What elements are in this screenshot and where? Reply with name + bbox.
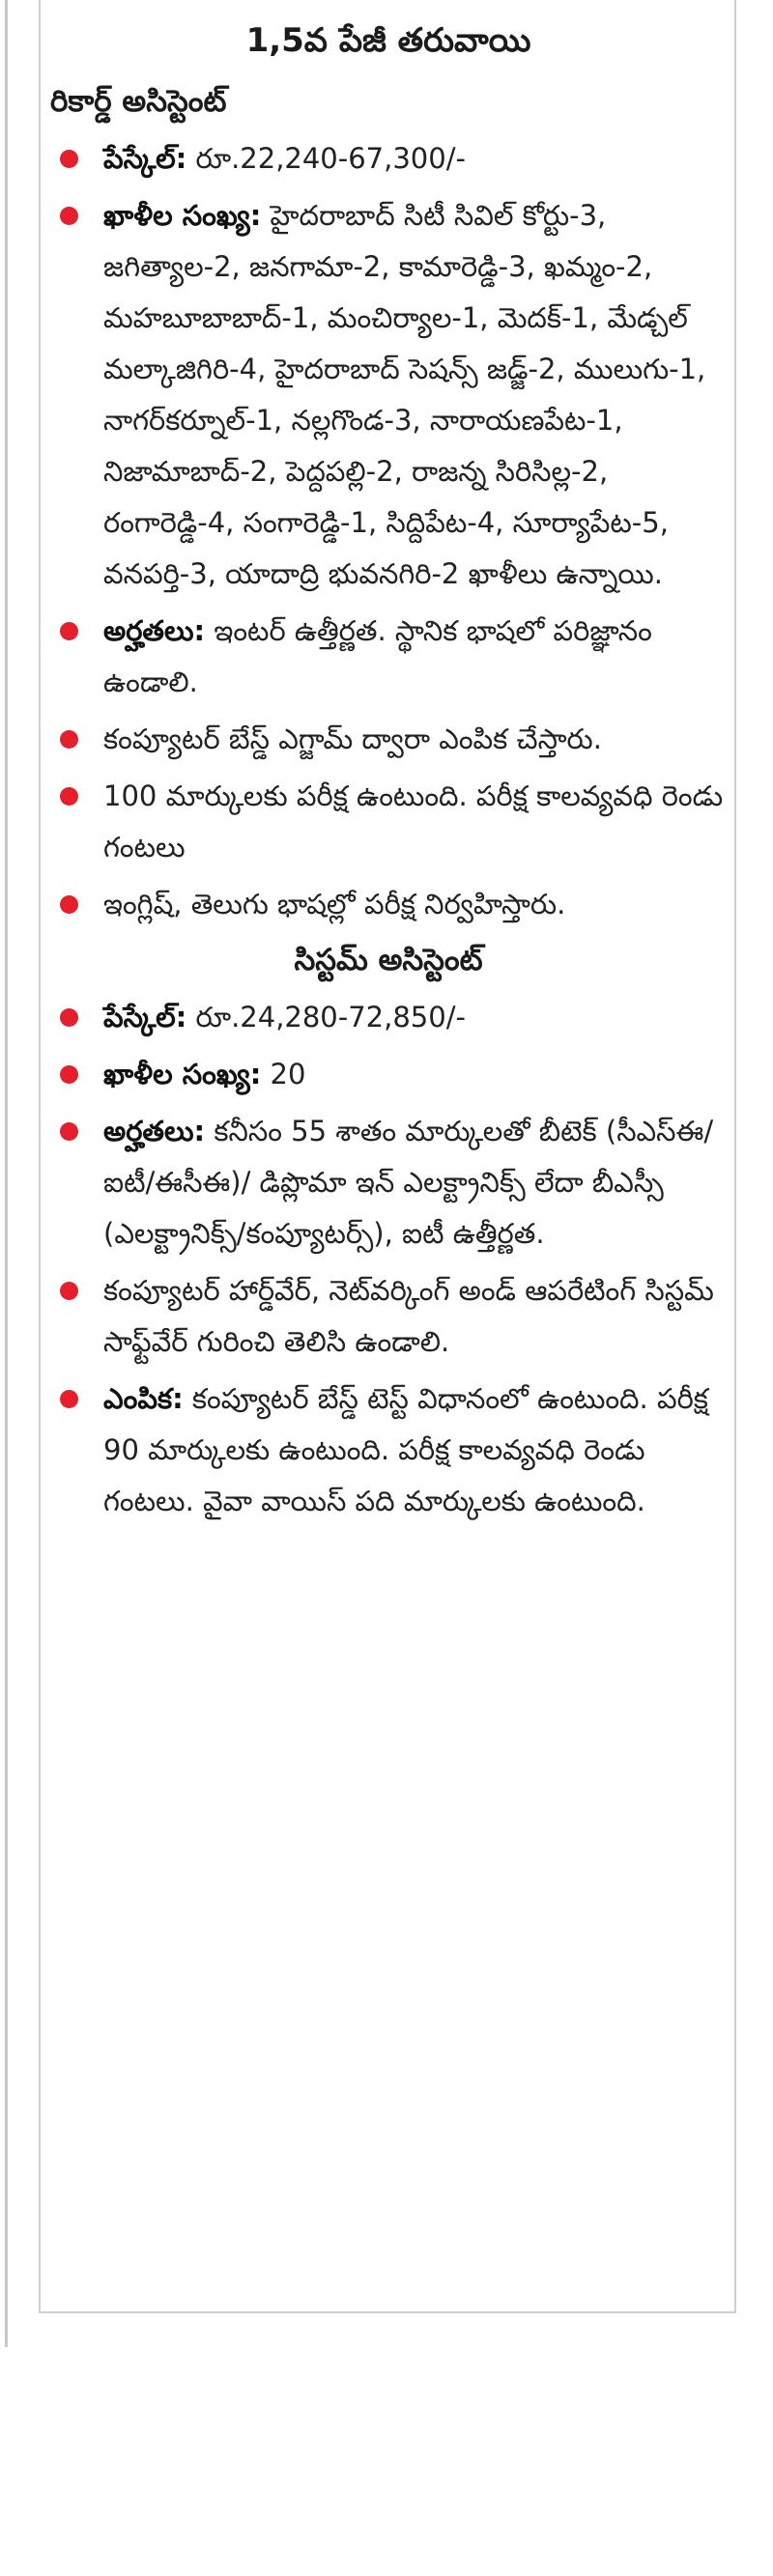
bullet-icon [60, 207, 78, 225]
list-item [50, 1049, 727, 1100]
list-item [50, 714, 727, 765]
item-text: రూ.22,240-67,300/- [195, 142, 466, 175]
item-key: పేస్కేల్: [103, 1001, 187, 1033]
bullet-icon [60, 1282, 78, 1300]
bullet-icon [60, 622, 78, 640]
item-text: కనీసం 55 శాతం మార్కులతో బీటెక్ (సీఎస్ఈ/ఐటీ/ఈసీఈ)/ డిప్లొమా ఇన్ ఎలక్ట్రానిక్స్ లేదా బీఎస్సీ (ఎలక్ట్రానిక్స్/కంప్యూటర్స్), ఐటీ ఉత్తీర్ణత. [103, 1115, 714, 1250]
list-item [50, 1265, 727, 1368]
item-text: ఇంటర్ ఉత్తీర్ణత. స్థానిక భాషలో పరిజ్ఞానం ఉండాలి. [103, 614, 652, 698]
item-text: 100 మార్కులకు పరీక్ష ఉంటుంది. పరీక్ష కాలవ్యవధి రెండు గంటలు [103, 779, 724, 863]
item-text: హైదరాబాద్ సిటీ సివిల్ కోర్టు-3, జగిత్యాల-2, జనగామా-2, కామారెడ్డి-3, ఖమ్మం-2, మహబూబాబాద్-1, మంచిర్యాల-1, మెదక్-1, మేడ్చల్ మల్కాజిగిరి-4, హైదరాబాద్ సెషన్స్ జడ్జ్-2, ములుగు-1, నాగర్‌కర్నూల్-1, నల్లగొండ-3, నారాయణపేట-1, నిజామాబాద్-2, పెద్దపల్లి-2, రాజన్న సిరిసిల్ల-2, రంగారెడ్డి-4, సంగారెడ్డి-1, సిద్దిపేట-4, సూర్యాపేట-5, వనపర్తి-3, యాదాద్రి భువనగిరి-2 ఖాళీలు ఉన్నాయి. [103, 199, 706, 590]
item-text: రూ.24,280-72,850/- [195, 1001, 466, 1033]
list-item [50, 1373, 727, 1527]
bullet-icon [60, 1390, 78, 1408]
article-content [50, 17, 727, 1533]
item-text: కంప్యూటర్ బేస్డ్ టెస్ట్ విధానంలో ఉంటుంది. పరీక్ష 90 మార్కులకు ఉంటుంది. పరీక్ష కాలవ్యవధి రెండు గంటలు. వైవా వాయిస్ పది మార్కులకు ఉంటుంది. [103, 1382, 708, 1517]
item-key: ఎంపిక: [103, 1382, 184, 1415]
bullet-icon [60, 730, 78, 749]
item-key: ఖాళీల సంఖ్య: [103, 1058, 262, 1090]
list-item [50, 133, 727, 184]
list-item [50, 992, 727, 1043]
bullet-icon [60, 1008, 78, 1027]
item-text: 20 [270, 1058, 306, 1090]
list-item [50, 879, 727, 930]
bullet-icon [60, 787, 78, 806]
list-item [50, 606, 727, 708]
item-key: అర్హతలు: [103, 1115, 206, 1147]
list-item [50, 1106, 727, 1260]
item-key: పేస్కేల్: [103, 142, 187, 175]
item-text: ఇంగ్లిష్, తెలుగు భాషల్లో పరీక్ష నిర్వహిస్తారు. [103, 888, 566, 920]
bullet-icon [60, 1122, 78, 1141]
list-item [50, 771, 727, 873]
section-title-system-assistant: సిస్టమ్ అసిస్టెంట్ [294, 943, 483, 977]
list-item [50, 190, 727, 600]
item-text: కంప్యూటర్ బేస్డ్ ఎగ్జామ్ ద్వారా ఎంపిక చేస్తారు. [103, 722, 602, 755]
item-text: కంప్యూటర్ హార్డ్‌వేర్, నెట్‌వర్కింగ్ అండ్ ఆపరేటింగ్ సిస్టమ్ సాఫ్ట్‌వేర్ గురించి తెలిసి ఉండాలి. [103, 1274, 714, 1358]
record-assistant-list [50, 133, 727, 930]
bullet-icon [60, 895, 78, 914]
bullet-icon [60, 150, 78, 168]
system-assistant-list [50, 992, 727, 1527]
continuation-heading: 1,5వ పేజీ తరువాయి [245, 21, 531, 60]
bullet-icon [60, 1065, 78, 1084]
section-title-record-assistant: రికార్డ్ అసిస్టెంట్ [50, 84, 227, 119]
item-key: అర్హతలు: [103, 614, 206, 647]
item-key: ఖాళీల సంఖ్య: [103, 199, 262, 232]
left-margin-rule [5, 0, 8, 2347]
